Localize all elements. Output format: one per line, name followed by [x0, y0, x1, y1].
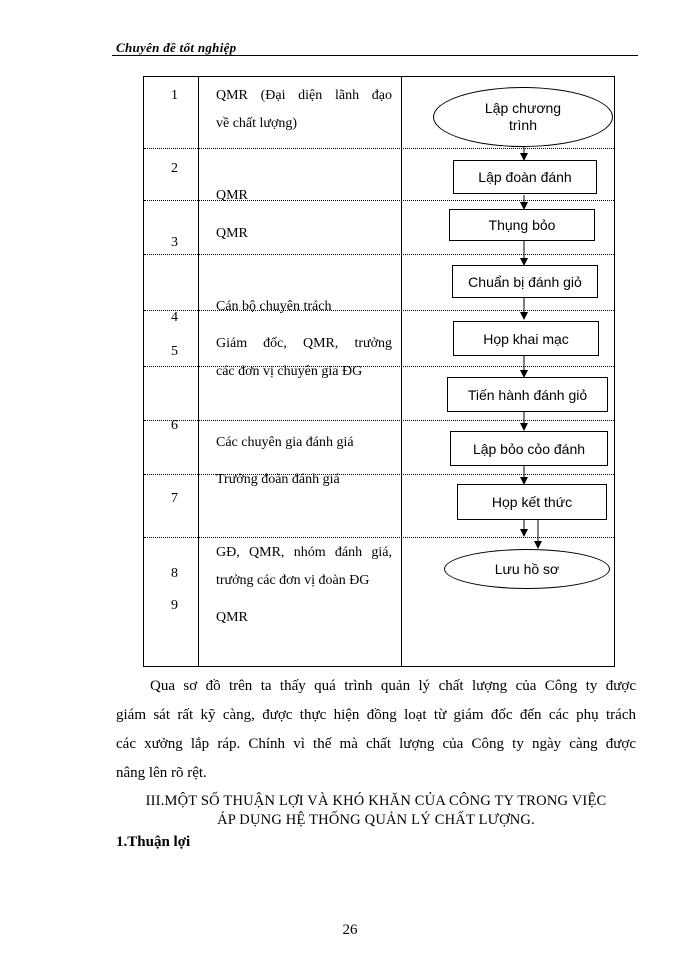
- responsible-text: Cán bộ chuyên trách: [216, 299, 332, 314]
- table-column-divider-1: [198, 76, 199, 667]
- flow-step-box: Họp kết thức: [457, 484, 607, 520]
- section-heading: [116, 792, 636, 830]
- responsible-text: QMR: [216, 188, 248, 203]
- step-number: 2: [171, 161, 178, 176]
- flow-step-label: Lập chương: [484, 100, 562, 116]
- summary-paragraph: [116, 672, 636, 788]
- paragraph-line: các xưởng lắp ráp. Chính vì thế mà chất lượng của Công ty ngày càng được: [116, 736, 636, 752]
- step-number: 3: [171, 235, 178, 250]
- flow-step-box: Chuẩn bị đánh giỏ: [452, 265, 598, 298]
- flow-step-box: Tiến hành đánh giỏ: [447, 377, 608, 412]
- page-number: 26: [342, 922, 358, 938]
- responsible-text: Giám đốc, QMR, trưởng: [216, 336, 392, 351]
- paragraph-line: giám sát rất kỹ càng, được thực hiện đồng loạt từ giám đốc đến các phụ trách: [116, 707, 636, 723]
- responsible-text: về chất lượng): [216, 116, 298, 131]
- responsible-text: Trưởng đoàn đánh giá: [216, 472, 340, 487]
- flow-start-ellipse: [433, 87, 613, 147]
- header-rule: [112, 55, 638, 56]
- responsible-text: QMR: [216, 610, 248, 625]
- step-number: 6: [171, 418, 178, 433]
- step-number: 4: [171, 310, 178, 325]
- step-number: 1: [171, 88, 178, 103]
- section-heading-line: ÁP DỤNG HỆ THỐNG QUẢN LÝ CHẤT LƯỢNG.: [217, 812, 535, 828]
- flow-step-box: Thụng bỏo: [449, 209, 595, 241]
- flow-end-ellipse: Lưu hồ sơ: [444, 549, 610, 589]
- paragraph-line: nâng lên rõ rệt.: [116, 765, 207, 781]
- flow-step-box: Lập đoàn đánh: [453, 160, 597, 194]
- step-number: 5: [171, 344, 178, 359]
- flow-step-label: trình: [508, 117, 537, 133]
- responsible-text: QMR: [216, 226, 248, 241]
- responsible-text: QMR (Đại diện lãnh đạo: [216, 88, 392, 103]
- step-number: 7: [171, 491, 178, 506]
- section-heading-line: III.MỘT SỐ THUẬN LỢI VÀ KHÓ KHĂN CỦA CÔNG TY TRONG VIỆC: [145, 793, 607, 809]
- process-flowchart: [402, 77, 614, 666]
- flow-step-box: Họp khai mạc: [453, 321, 599, 356]
- responsible-text: các đơn vị chuyên gia ĐG: [216, 364, 363, 379]
- running-header: Chuyên đề tốt nghiệp: [116, 40, 237, 55]
- paragraph-line: Qua sơ đồ trên ta thấy quá trình quản lý chất lượng của Công ty được: [150, 678, 636, 694]
- step-number: 8: [171, 566, 178, 581]
- responsible-text: Các chuyên gia đánh giá: [216, 435, 354, 450]
- step-number: 9: [171, 598, 178, 613]
- subsection-heading: 1.Thuận lợi: [116, 834, 191, 850]
- responsible-text: GĐ, QMR, nhóm đánh giá,: [216, 545, 392, 560]
- responsible-text: trưởng các đơn vị đoàn ĐG: [216, 573, 370, 588]
- flow-step-box: Lập bỏo cỏo đánh: [450, 431, 608, 466]
